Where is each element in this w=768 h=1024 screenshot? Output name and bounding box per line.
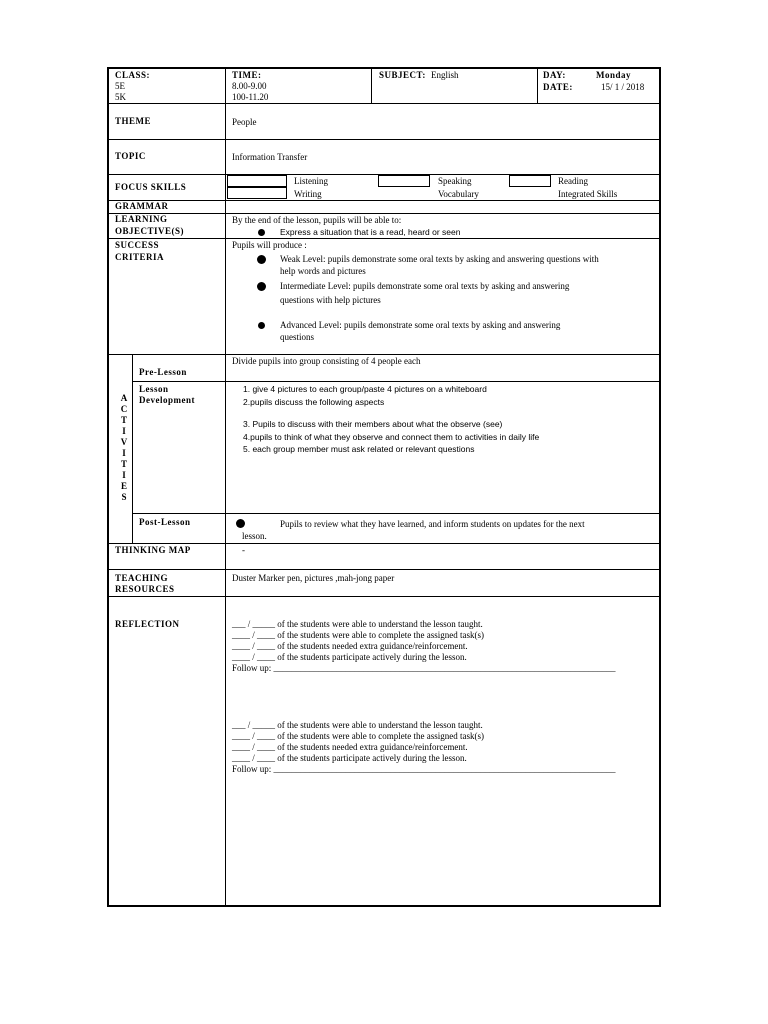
learning-objectives-label: LEARNING	[115, 214, 168, 224]
row-divider	[107, 213, 661, 214]
subject-value: English	[431, 70, 459, 80]
column-divider	[537, 67, 538, 103]
time-value: 8.00-9.00	[232, 81, 267, 91]
bullet-icon	[257, 255, 266, 264]
weak-level-text: Weak Level: pupils demonstrate some oral texts by asking and answering questions with	[280, 254, 599, 264]
activities-letter: S	[121, 492, 127, 502]
lesson-development-label: Lesson	[139, 384, 169, 394]
speaking-checkbox[interactable]	[378, 175, 430, 187]
row-divider	[107, 200, 661, 201]
subject-label: SUBJECT:	[379, 70, 426, 80]
topic-label: TOPIC	[115, 151, 146, 161]
bullet-icon	[258, 229, 265, 236]
activities-letter: A	[120, 393, 128, 403]
post-lesson-label: Post-Lesson	[139, 517, 191, 527]
reading-checkbox[interactable]	[509, 175, 551, 187]
row-divider	[107, 596, 661, 597]
class-value: 5E	[115, 81, 125, 91]
skill-speaking: Speaking	[438, 176, 472, 186]
reflection-line: ___ / _____ of the students were able to understand the lesson taught.	[232, 619, 483, 629]
intermediate-level-text: Intermediate Level: pupils demonstrate some oral texts by asking and answering	[280, 281, 570, 291]
development-step: 1. give 4 pictures to each group/paste 4 pictures on a whiteboard	[243, 384, 487, 394]
bullet-icon	[257, 282, 266, 291]
topic-value: Information Transfer	[232, 152, 308, 162]
grammar-label: GRAMMAR	[115, 201, 169, 211]
lesson-development-label: Development	[139, 395, 195, 405]
success-criteria-label: CRITERIA	[115, 252, 165, 262]
activities-letter: I	[122, 470, 126, 480]
skill-listening: Listening	[294, 176, 328, 186]
follow-up-line: Follow up: ____________________________________________________________________________	[232, 764, 616, 774]
development-step: 2.pupils discuss the following aspects	[243, 397, 385, 407]
row-divider	[132, 513, 661, 514]
column-divider	[371, 67, 372, 103]
advanced-level-text: Advanced Level: pupils demonstrate some oral texts by asking and answering	[280, 320, 561, 330]
activities-letter: I	[122, 448, 126, 458]
thinking-map-label: THINKING MAP	[115, 545, 191, 555]
criteria-intro: Pupils will produce :	[232, 240, 307, 250]
row-divider	[132, 381, 661, 382]
follow-up-line: Follow up: ____________________________________________________________________________	[232, 663, 616, 673]
activities-letter: V	[120, 437, 128, 447]
row-divider	[107, 103, 661, 104]
column-divider	[132, 354, 133, 543]
reflection-line: ____ / ____ of the students were able to complete the assigned task(s)	[232, 731, 484, 741]
skill-integrated: Integrated Skills	[558, 189, 618, 199]
teaching-resources-value: Duster Marker pen, pictures ,mah-jong paper	[232, 573, 395, 583]
date-value: 15/ 1 / 2018	[601, 82, 645, 92]
bullet-icon	[236, 519, 245, 528]
objective-item: Express a situation that is a read, heard or seen	[280, 227, 461, 237]
weak-level-text: help words and pictures	[280, 266, 366, 276]
focus-skills-label: FOCUS SKILLS	[115, 182, 187, 192]
row-divider	[107, 139, 661, 140]
row-divider	[107, 543, 661, 544]
writing-checkbox[interactable]	[227, 187, 287, 199]
activities-letter: T	[120, 459, 127, 469]
success-criteria-label: SUCCESS	[115, 240, 160, 250]
column-divider	[225, 67, 226, 907]
reflection-label: REFLECTION	[115, 619, 180, 629]
row-divider	[107, 354, 661, 355]
activities-letter: I	[122, 426, 126, 436]
activities-letter: E	[120, 481, 127, 491]
development-step: 4.pupils to think of what they observe and connect them to activities in daily life	[243, 432, 540, 442]
skill-reading: Reading	[558, 176, 588, 186]
reflection-line: ____ / ____ of the students were able to complete the assigned task(s)	[232, 630, 484, 640]
teaching-resources-label: TEACHING	[115, 573, 169, 583]
day-value: Monday	[596, 70, 632, 80]
activities-letter: T	[120, 415, 127, 425]
pre-lesson-label: Pre-Lesson	[139, 367, 187, 377]
skill-writing: Writing	[294, 189, 322, 199]
day-label: DAY:	[543, 70, 566, 80]
row-divider	[107, 569, 661, 570]
teaching-resources-label: RESOURCES	[115, 584, 175, 594]
time-value: 100-11.20	[232, 92, 269, 102]
date-label: DATE:	[543, 82, 573, 92]
post-lesson-text: Pupils to review what they have learned, and inform students on updates for the next	[280, 519, 585, 529]
activities-letter: C	[120, 404, 128, 414]
development-step: 3. Pupils to discuss with their members about what the observe (see)	[243, 419, 503, 429]
reflection-line: ____ / ____ of the students participate actively during the lesson.	[232, 753, 467, 763]
reflection-line: ___ / _____ of the students were able to understand the lesson taught.	[232, 720, 483, 730]
objectives-intro: By the end of the lesson, pupils will be able to:	[232, 215, 402, 225]
learning-objectives-label: OBJECTIVE(S)	[115, 226, 185, 236]
row-divider	[107, 238, 661, 239]
post-lesson-text: lesson.	[242, 531, 267, 541]
skill-vocabulary: Vocabulary	[438, 189, 479, 199]
reflection-line: ____ / ____ of the students needed extra guidance/reinforcement.	[232, 641, 468, 651]
class-value: 5K	[115, 92, 126, 102]
advanced-level-text: questions	[280, 332, 315, 342]
class-label: CLASS:	[115, 70, 151, 80]
reflection-line: ____ / ____ of the students participate actively during the lesson.	[232, 652, 467, 662]
reflection-line: ____ / ____ of the students needed extra guidance/reinforcement.	[232, 742, 468, 752]
intermediate-level-text: questions with help pictures	[280, 295, 381, 305]
theme-value: People	[232, 117, 257, 127]
thinking-map-value: -	[242, 545, 245, 555]
time-label: TIME:	[232, 70, 262, 80]
theme-label: THEME	[115, 116, 152, 126]
development-step: 5. each group member must ask related or relevant questions	[243, 444, 475, 454]
pre-lesson-text: Divide pupils into group consisting of 4 people each	[232, 356, 421, 366]
bullet-icon	[258, 322, 265, 329]
listening-checkbox[interactable]	[227, 175, 287, 187]
